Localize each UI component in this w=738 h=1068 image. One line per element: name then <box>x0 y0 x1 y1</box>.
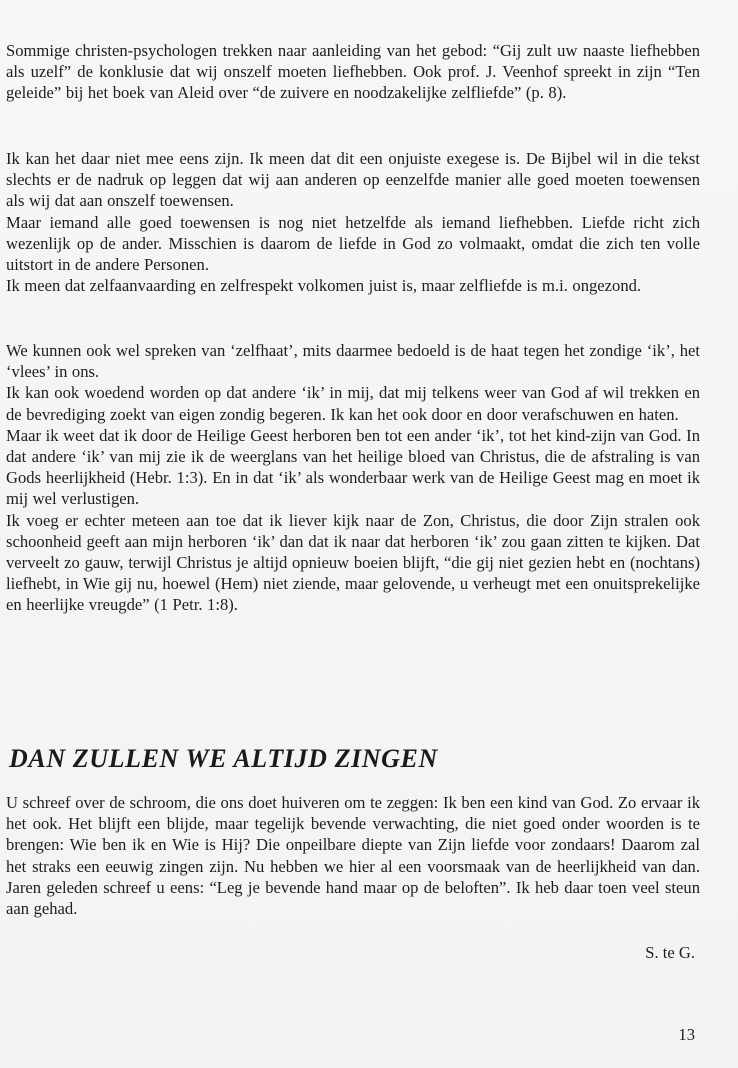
paragraph: Ik kan het daar niet mee eens zijn. Ik meen dat dit een onjuiste exegese is. De Bijbel wil in die tekst slechts er de nadruk op leggen dat wij aan anderen op eenzelfde manier alle goed moeten toewensen als wij dat aan onszelf toewensen. <box>6 149 700 211</box>
paragraph: Maar iemand alle goed toewensen is nog niet hetzelfde als iemand liefhebben. Liefde richt zich wezenlijk op de ander. Misschien is daarom de liefde in God zo volmaakt, omdat die zich ten volle uitstort in de andere Personen. <box>6 212 700 275</box>
paragraph-group-exegesis <box>6 148 700 296</box>
paragraph: Maar ik weet dat ik door de Heilige Geest herboren ben tot een ander ‘ik’, tot het kind-zijn van God. In dat andere ‘ik’ van mij zie ik de weerglans van het heilige bloed van Christus, die de afstraling is van Gods heerlijkheid (Hebr. 1:3). En in dat ‘ik’ als wonderbaar werk van de Heilige Geest mag en moet ik mij wel verlustigen. <box>6 425 700 509</box>
signature: S. te G. <box>645 943 695 962</box>
page-number: 13 <box>678 1025 695 1044</box>
paragraph: Ik voeg er echter meteen aan toe dat ik liever kijk naar de Zon, Christus, die door Zijn stralen ook schoonheid geeft aan mijn herboren ‘ik’ dan dat ik naar dat herboren ‘ik’ zou gaan zitten te kijken. Dat verveelt zo gauw, terwijl Christus je altijd opnieuw boeien blijft, “die gij niet gezien hebt en (nochtans) liefhebt, in Wie gij nu, hoewel (Hem) niet ziende, maar gelovende, u verheugt met een onuitsprekelijke en heerlijke vreugde” (1 Petr. 1:8). <box>6 510 700 615</box>
paragraph: U schreef over de schroom, die ons doet huiveren om te zeggen: Ik ben een kind van God. Zo ervaar ik het ook. Het blijft een blijde, maar tegelijk bevende verwachting, die niet goed onder woorden is te brengen: Wie ben ik en Wie is Hij? Die onpeilbare diepte van Zijn liefde voor zondaars! Daarom zal het straks een eeuwig zingen zijn. Nu hebben we hier al een voorsmaak van de heerlijkheid van dan. Jaren geleden schreef u eens: “Leg je bevende hand maar op de beloften”. Ik heb daar toen veel steun aan gehad. <box>6 793 700 919</box>
paragraph: Ik meen dat zelfaanvaarding en zelfrespekt volkomen juist is, maar zelfliefde is m.i. ongezond. <box>6 276 642 296</box>
section-heading: DAN ZULLEN WE ALTIJD ZINGEN <box>9 744 438 773</box>
paragraph: Ik kan ook woedend worden op dat andere ‘ik’ in mij, dat mij telkens weer van God af wil trekken en de bevrediging zoekt van eigen zondig begeren. Ik kan het ook door en door verafschuwen en haten. <box>6 383 700 424</box>
paragraph: We kunnen ook wel spreken van ‘zelfhaat’, mits daarmee bedoeld is de haat tegen het zondige ‘ik’, het ‘vlees’ in ons. <box>6 341 700 382</box>
paragraph-group-self-hatred <box>6 340 700 616</box>
paragraph: Sommige christen-psychologen trekken naar aanleiding van het gebod: “Gij zult uw naaste liefhebben als uzelf” de konklusie dat wij onszelf moeten liefhebben. Ook prof. J. Veenhof spreekt in zijn “Ten geleide” bij het boek van Aleid over “de zuivere en noodzakelijke zelfliefde” (p. 8). <box>6 41 700 103</box>
paragraph-group-self-love <box>6 40 700 104</box>
letter-body <box>6 792 700 919</box>
